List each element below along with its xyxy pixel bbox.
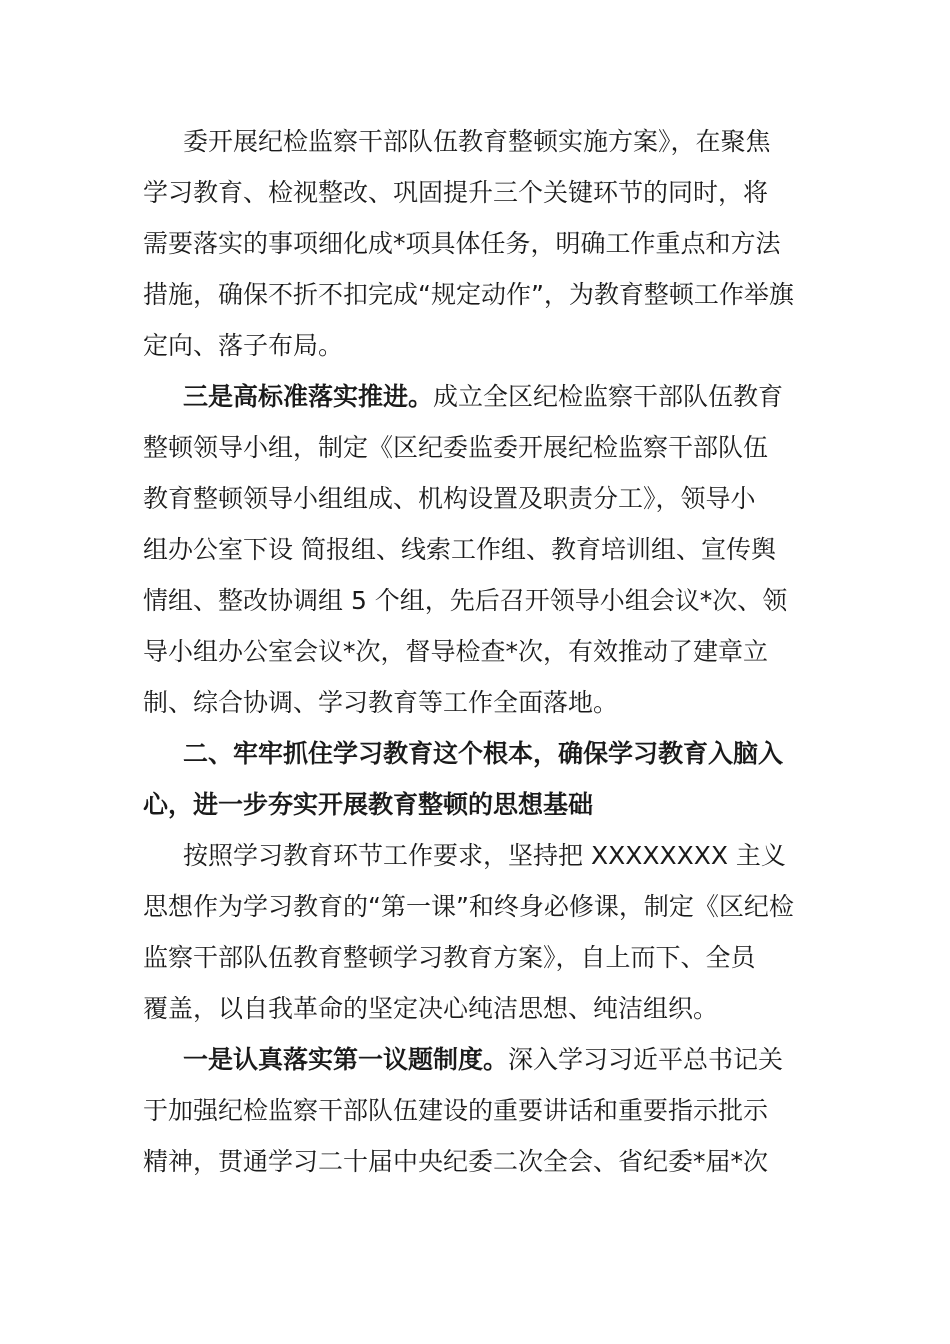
text-line: 措施，确保不折不扣完成“规定动作”，为教育整顿工作举旗 [143, 280, 794, 309]
text-line: 制、综合协调、学习教育等工作全面落地。 [143, 688, 619, 717]
text-line: 覆盖，以自我革命的坚定决心纯洁思想、纯洁组织。 [143, 994, 719, 1023]
text-line: 学习教育、检视整改、巩固提升三个关键环节的同时，将 [143, 178, 769, 207]
text-run: 深入学习习近平总书记关 [508, 1045, 784, 1074]
paragraph-line [183, 371, 803, 423]
text-line: 需要落实的事项细化成*项具体任务，明确工作重点和方法 [143, 229, 781, 258]
text-line: 按照学习教育环节工作要求，坚持把 XXXXXXXX 主义 [183, 841, 786, 870]
text-line: 情组、整改协调组 5 个组，先后召开领导小组会议*次、领 [143, 586, 788, 615]
text-line: 整顿领导小组，制定《区纪委监委开展纪检监察干部队伍 [143, 433, 769, 462]
section-heading: 二、牢牢抓住学习教育这个根本，确保学习教育入脑入 [183, 739, 784, 768]
text-line: 监察干部队伍教育整顿学习教育方案》，自上而下、全员 [143, 943, 756, 972]
text-line: 导小组办公室会议*次，督导检查*次，有效推动了建章立 [143, 637, 769, 666]
text-line: 组办公室下设 简报组、线索工作组、教育培训组、宣传舆 [143, 535, 776, 564]
paragraph-line [183, 1034, 803, 1086]
bold-lead-in: 一是认真落实第一议题制度。 [183, 1045, 509, 1074]
text-run: 成立全区纪检监察干部队伍教育 [433, 382, 784, 411]
text-line: 教育整顿领导小组组成、机构设置及职责分工》，领导小 [143, 484, 756, 513]
text-line: 思想作为学习教育的“第一课”和终身必修课，制定《区纪检 [143, 892, 794, 921]
section-heading: 心，进一步夯实开展教育整顿的思想基础 [143, 790, 594, 819]
text-line: 定向、落子布局。 [143, 331, 344, 360]
bold-lead-in: 三是高标准落实推进。 [183, 382, 434, 411]
text-line: 精神，贯通学习二十届中央纪委二次全会、省纪委*届*次 [143, 1147, 769, 1176]
text-line: 于加强纪检监察干部队伍建设的重要讲话和重要指示批示 [143, 1096, 769, 1125]
text-line: 委开展纪检监察干部队伍教育整顿实施方案》，在聚焦 [183, 127, 771, 156]
